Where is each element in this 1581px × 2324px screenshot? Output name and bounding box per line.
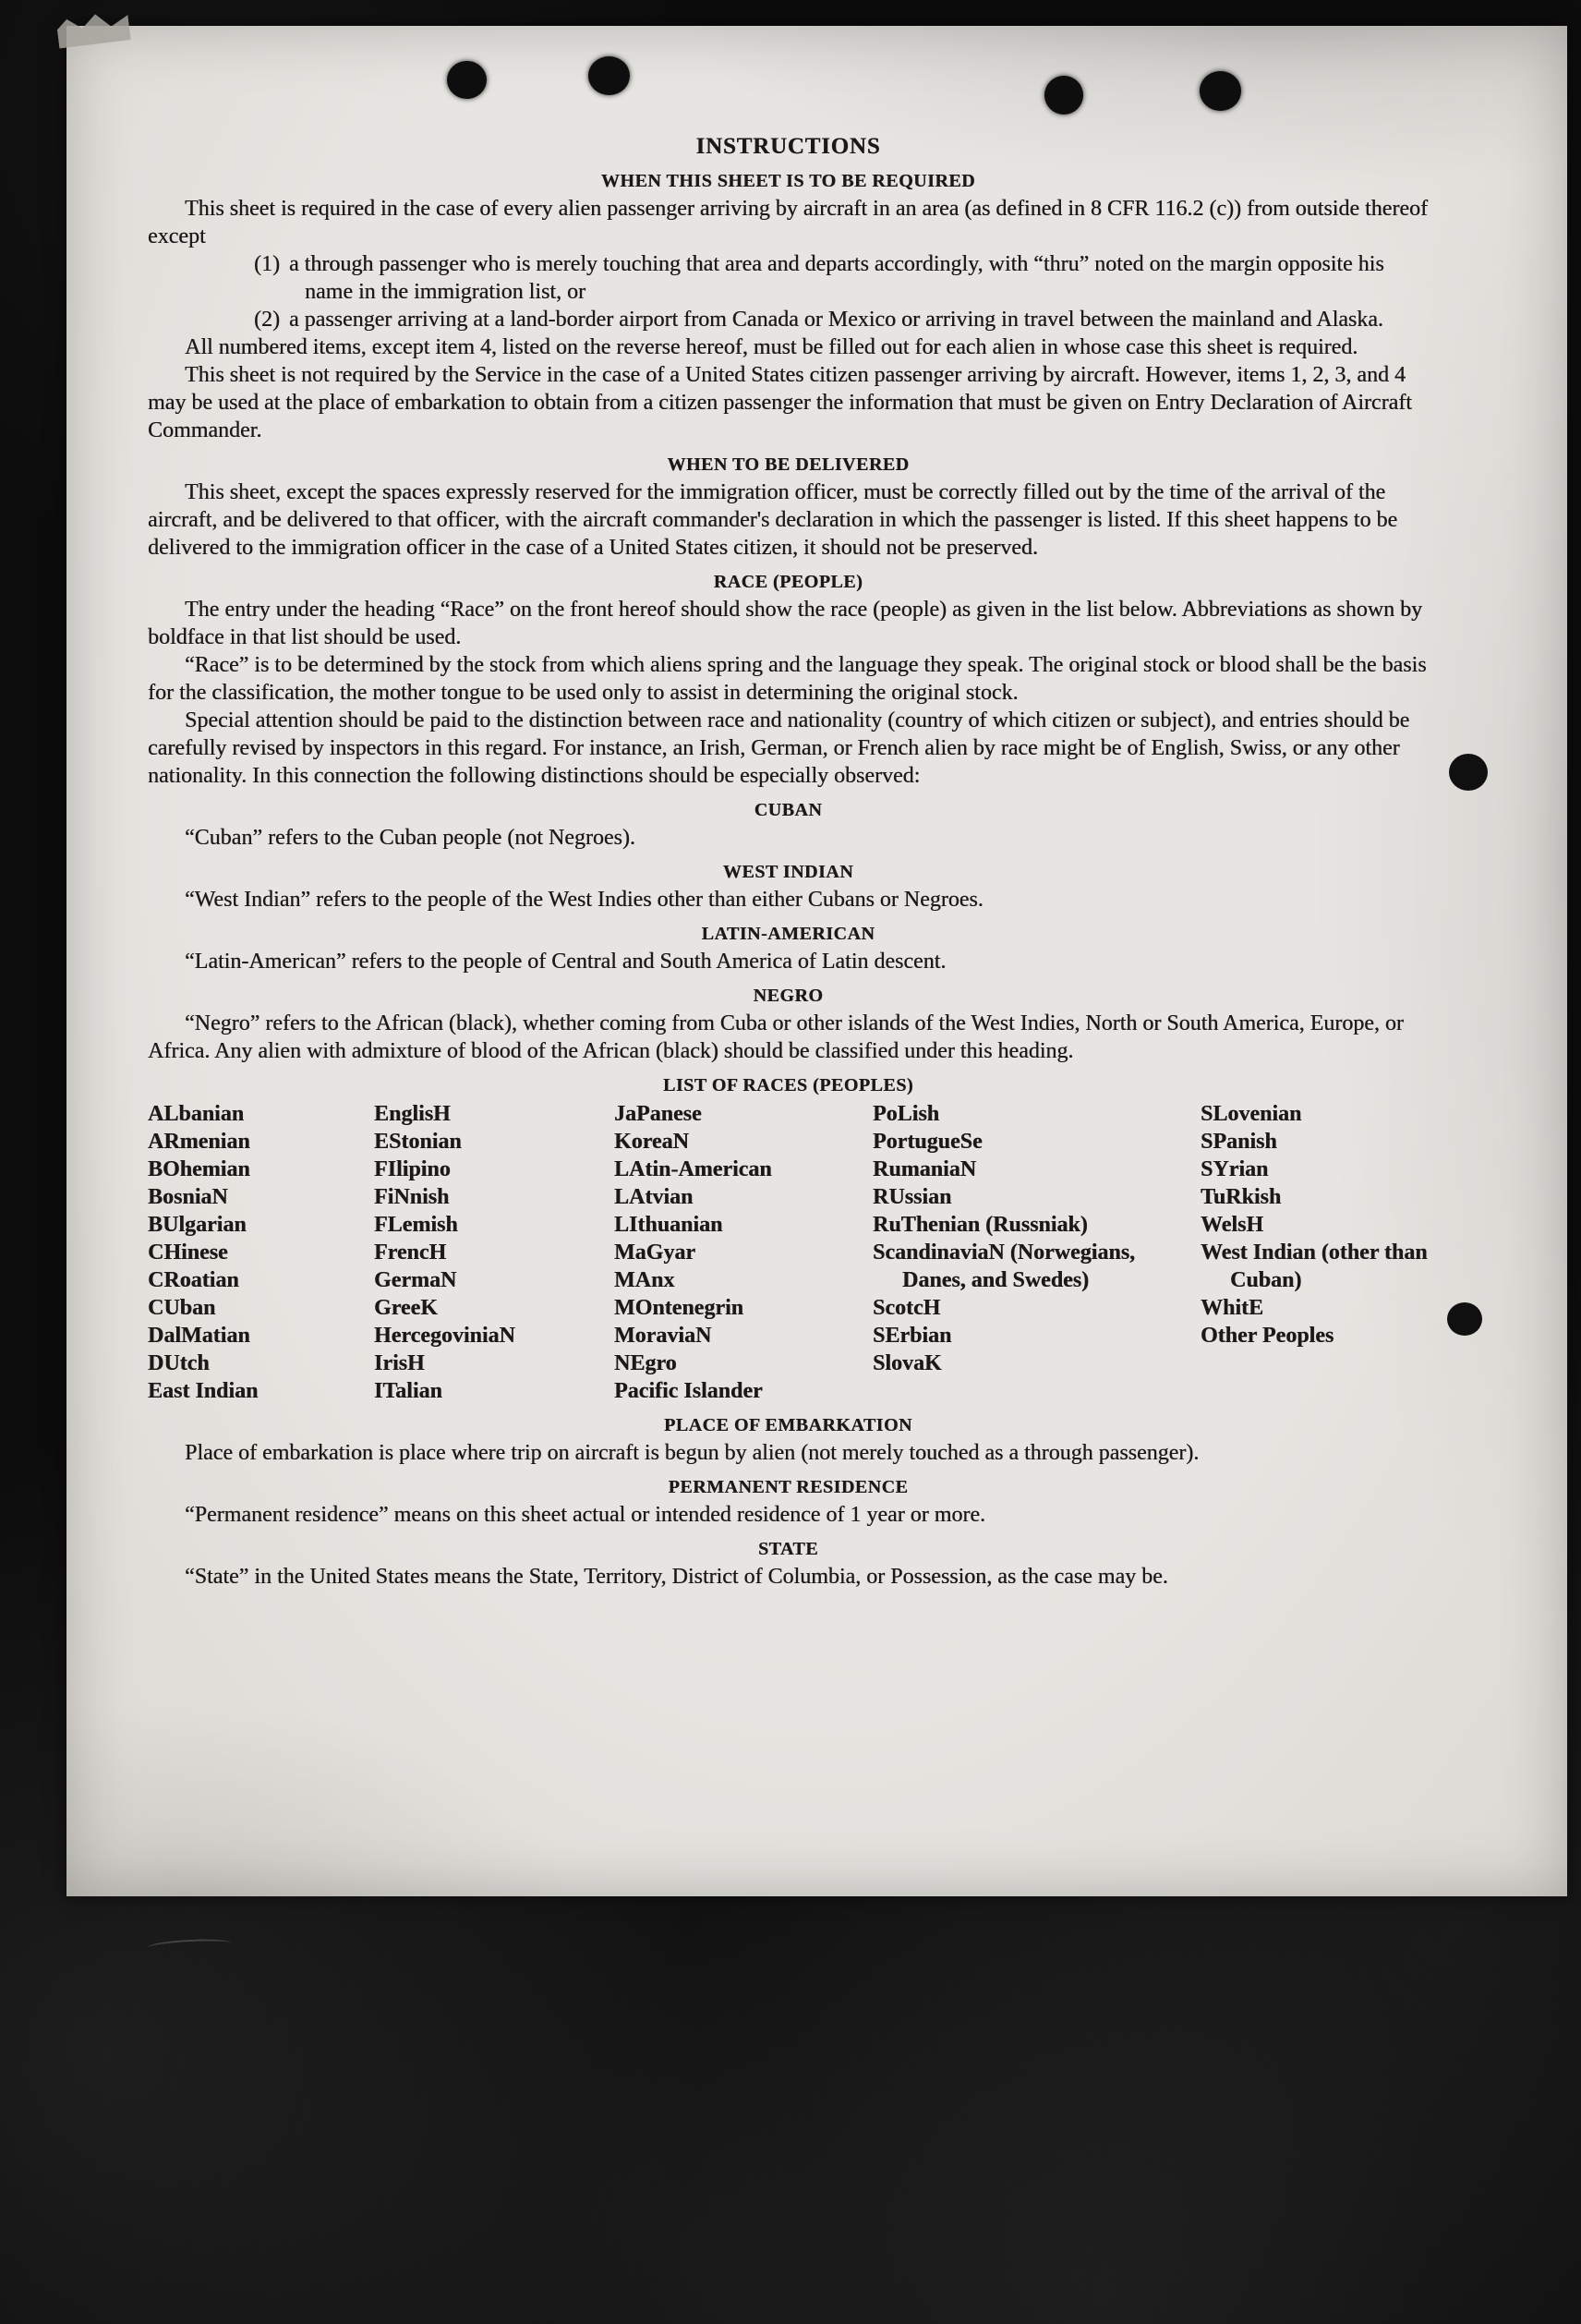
heading-negro: NEGRO	[753, 986, 824, 1006]
race-name: NEgro	[614, 1351, 677, 1375]
race-name: CRoatian	[148, 1268, 239, 1292]
para-required-2: All numbered items, except item 4, listed on the reverse hereof, must be filled out for each alien in whose case this sheet is required.	[185, 335, 1358, 359]
heading-race-people: RACE (PEOPLE)	[713, 572, 863, 592]
para-race-1: The entry under the heading “Race” on the front hereof should show the race (people) as given in the list below. Abbreviations as shown by boldface in that list should be used.	[148, 598, 1423, 649]
race-name: HercegoviniaN	[374, 1324, 515, 1348]
race-name: FiNnish	[374, 1185, 450, 1209]
section-embarkation	[148, 1413, 1429, 1467]
section-latin-american	[148, 922, 1429, 975]
race-name: MOntenegrin	[614, 1296, 743, 1320]
races-column-3	[614, 1100, 873, 1405]
item-text-1: a through passenger who is merely touching that area and departs accordingly, with “thru” noted on the margin opposite his name in the immigration list, or	[288, 252, 1384, 304]
numbered-item-1	[148, 250, 1429, 306]
section-race-people	[148, 570, 1429, 790]
race-name: LAtin-American	[614, 1157, 772, 1181]
race-name: EStonian	[374, 1130, 462, 1154]
section-residence	[148, 1475, 1429, 1529]
race-name: KoreaN	[614, 1130, 689, 1154]
race-name: TuRkish	[1201, 1185, 1282, 1209]
race-name: ARmenian	[148, 1130, 250, 1154]
race-name: GermaN	[374, 1268, 457, 1292]
para-residence-1: “Permanent residence” means on this sheet actual or intended residence of 1 year or more.	[185, 1503, 985, 1527]
race-name: Pacific Islander	[614, 1379, 763, 1403]
race-name: PortugueSe	[873, 1130, 983, 1154]
race-name: WelsH	[1201, 1213, 1264, 1237]
race-name: ScandinaviaN (Norwegians, Danes, and Swedes)	[873, 1241, 1136, 1292]
race-name: DUtch	[148, 1351, 210, 1375]
race-name: West Indian (other than Cuban)	[1201, 1241, 1428, 1292]
race-name: SErbian	[873, 1324, 952, 1348]
race-name: BUlgarian	[148, 1213, 247, 1237]
race-name: DalMatian	[148, 1324, 250, 1348]
para-race-3: Special attention should be paid to the distinction between race and nationality (country of which citizen or subject), and entries should be carefully revised by inspectors in this regard. For instance, an Irish, German, or French alien by race might be of English, Swiss, or any other nationality. In this connection the following distinctions should be especially observed:	[148, 708, 1410, 788]
race-name: GreeK	[374, 1296, 438, 1320]
race-name: MoraviaN	[614, 1324, 712, 1348]
race-name: EnglisH	[374, 1102, 451, 1126]
heading-cuban: CUBAN	[754, 800, 823, 820]
section-when-delivered	[148, 453, 1429, 562]
race-name: FrencH	[374, 1241, 447, 1265]
race-name: RUssian	[873, 1185, 952, 1209]
race-name: RuThenian (Russniak)	[873, 1213, 1088, 1237]
race-name: MaGyar	[614, 1241, 695, 1265]
para-embarkation-1: Place of embarkation is place where trip on aircraft is begun by alien (not merely touched as a through passenger).	[185, 1441, 1200, 1465]
heading-embarkation: PLACE OF EMBARKATION	[664, 1415, 912, 1435]
para-latin-american-1: “Latin-American” refers to the people of Central and South America of Latin descent.	[185, 950, 947, 974]
race-name: ITalian	[374, 1379, 442, 1403]
section-when-required	[148, 169, 1429, 444]
race-name: WhitE	[1201, 1296, 1264, 1320]
race-name: JaPanese	[614, 1102, 702, 1126]
races-column-5	[1201, 1100, 1429, 1405]
section-west-indian	[148, 860, 1429, 914]
race-name: ALbanian	[148, 1102, 245, 1126]
heading-state: STATE	[757, 1539, 819, 1559]
race-name: RumaniaN	[873, 1157, 977, 1181]
section-races-list	[148, 1073, 1429, 1405]
races-list	[148, 1100, 1429, 1405]
race-name: SYrian	[1201, 1157, 1269, 1181]
race-name: BOhemian	[148, 1157, 250, 1181]
race-name: FLemish	[374, 1213, 458, 1237]
para-state-1: “State” in the United States means the State, Territory, District of Columbia, or Possession, as the case may be.	[185, 1565, 1168, 1589]
paper-sheet	[66, 26, 1567, 1896]
race-name: CUban	[148, 1296, 216, 1320]
para-delivered-1: This sheet, except the spaces expressly reserved for the immigration officer, must be correctly filled out by the time of the arrival of the aircraft, and be delivered to that officer, with the aircraft commander's declaration in which the passenger is listed. If this sheet happens to be delivered to the immigration officer in the case of a United States citizen, it should not be preserved.	[148, 480, 1398, 560]
race-name: SLovenian	[1201, 1102, 1302, 1126]
para-required-3: This sheet is not required by the Service in the case of a United States citizen passenger arriving by aircraft. However, items 1, 2, 3, and 4 may be used at the place of embarkation to obtain from a citizen passenger the information that must be given on Entry Declaration of Aircraft Commander.	[148, 363, 1412, 442]
heading-races-list: LIST OF RACES (PEOPLES)	[662, 1075, 913, 1095]
section-negro	[148, 984, 1429, 1065]
race-name: IrisH	[374, 1351, 425, 1375]
section-cuban	[148, 798, 1429, 852]
document-content	[66, 26, 1567, 1591]
heading-when-delivered: WHEN TO BE DELIVERED	[667, 454, 910, 475]
section-state	[148, 1537, 1429, 1591]
race-name: Other Peoples	[1201, 1324, 1334, 1348]
para-west-indian-1: “West Indian” refers to the people of the West Indies other than either Cubans or Negroes.	[185, 888, 984, 912]
race-name: East Indian	[148, 1379, 259, 1403]
race-name: FIlipino	[374, 1157, 451, 1181]
para-race-2: “Race” is to be determined by the stock from which aliens spring and the language they speak. The original stock or blood shall be the basis for the classification, the mother tongue to be used only to assist in determining the original stock.	[148, 653, 1427, 705]
item-number-2: (2)	[254, 308, 280, 332]
race-name: ScotcH	[873, 1296, 941, 1320]
race-name: SPanish	[1201, 1130, 1277, 1154]
heading-when-required: WHEN THIS SHEET IS TO BE REQUIRED	[600, 171, 976, 191]
para-required-1: This sheet is required in the case of every alien passenger arriving by aircraft in an area (as defined in 8 CFR 116.2 (c)) from outside thereof except	[148, 197, 1428, 248]
para-negro-1: “Negro” refers to the African (black), whether coming from Cuba or other islands of the West Indies, North or South America, Europe, or Africa. Any alien with admixture of blood of the African (black) should be classified under this heading.	[148, 1011, 1404, 1063]
race-name: CHinese	[148, 1241, 228, 1265]
item-number-1: (1)	[254, 252, 280, 276]
races-column-2	[374, 1100, 614, 1405]
race-name: MAnx	[614, 1268, 675, 1292]
race-name: LAtvian	[614, 1185, 694, 1209]
race-name: PoLish	[873, 1102, 940, 1126]
race-name: SlovaK	[873, 1351, 942, 1375]
races-column-4	[873, 1100, 1201, 1405]
page-title: INSTRUCTIONS	[695, 134, 881, 159]
heading-residence: PERMANENT RESIDENCE	[668, 1477, 909, 1497]
heading-west-indian: WEST INDIAN	[722, 862, 854, 882]
numbered-item-2	[148, 306, 1429, 333]
race-name: BosniaN	[148, 1185, 228, 1209]
item-text-2: a passenger arriving at a land-border airport from Canada or Mexico or arriving in travel between the mainland and Alaska.	[288, 308, 1383, 332]
race-name: LIthuanian	[614, 1213, 723, 1237]
para-cuban-1: “Cuban” refers to the Cuban people (not Negroes).	[185, 826, 635, 850]
pencil-smudge	[148, 1938, 232, 1954]
races-column-1	[148, 1100, 374, 1405]
heading-latin-american: LATIN-AMERICAN	[701, 924, 875, 944]
